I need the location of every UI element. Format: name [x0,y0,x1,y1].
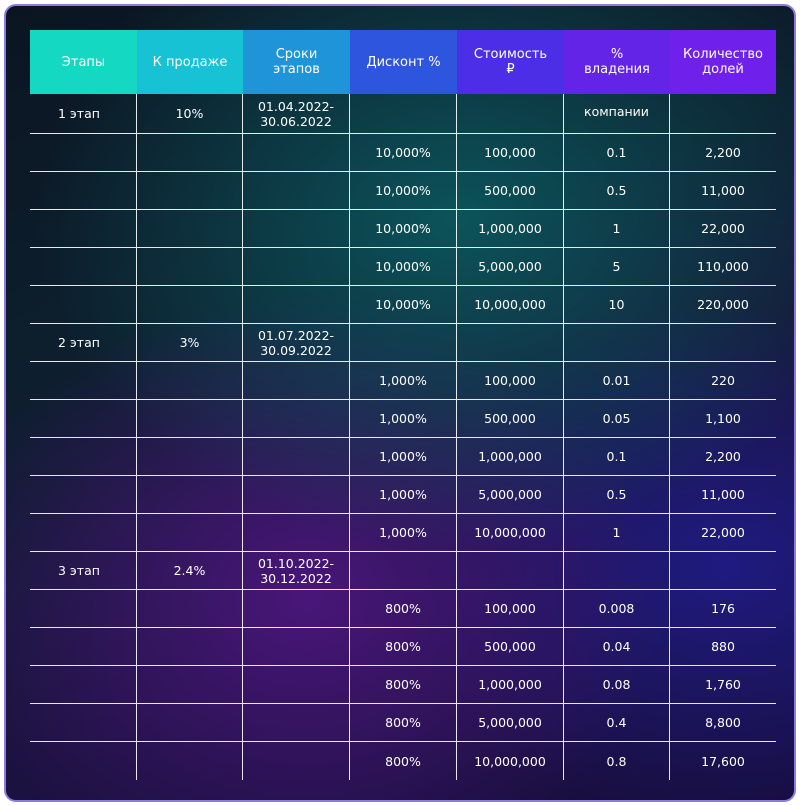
empty-cell [137,628,243,666]
empty-cell [243,476,350,514]
empty-cell [137,400,243,438]
ownership-cell: 0.4 [564,704,670,742]
discount-cell: 10,000% [350,210,457,248]
empty-cell [350,324,457,362]
empty-cell [243,704,350,742]
discount-cell: 800% [350,590,457,628]
cost-cell: 100,000 [457,134,564,172]
empty-cell [30,590,137,628]
shares-cell: 880 [670,628,776,666]
ownership-cell: 0.5 [564,172,670,210]
header-shares: Количество долей [670,30,776,94]
ownership-cell: 10 [564,286,670,324]
discount-cell: 1,000% [350,438,457,476]
empty-cell [243,362,350,400]
empty-cell [243,666,350,704]
cost-cell: 10,000,000 [457,514,564,552]
header-discount: Дисконт % [350,30,457,94]
ownership-note: компании [564,94,670,134]
ownership-cell: 0.04 [564,628,670,666]
stage-for-sale: 10% [137,94,243,134]
header-ownership: % владения [564,30,670,94]
stage-period: 01.07.2022- 30.09.2022 [243,324,350,362]
ownership-cell: 0.008 [564,590,670,628]
empty-cell [30,514,137,552]
empty-cell [137,438,243,476]
cost-cell: 100,000 [457,590,564,628]
cost-cell: 1,000,000 [457,210,564,248]
ownership-cell: 5 [564,248,670,286]
cost-cell: 1,000,000 [457,438,564,476]
empty-cell [137,286,243,324]
stage-name: 3 этап [30,552,137,590]
stages-table [30,30,776,780]
empty-cell [243,590,350,628]
discount-cell: 1,000% [350,362,457,400]
empty-cell [137,248,243,286]
shares-cell: 22,000 [670,514,776,552]
empty-cell [243,514,350,552]
empty-cell [137,172,243,210]
empty-cell [30,362,137,400]
cost-cell: 500,000 [457,400,564,438]
shares-cell: 17,600 [701,753,745,769]
shares-cell: 220,000 [670,286,776,324]
discount-cell: 1,000% [350,514,457,552]
empty-cell [30,248,137,286]
ownership-cell: 0.05 [564,400,670,438]
discount-cell: 10,000% [350,286,457,324]
header-cost: Стоимость ₽ [457,30,564,94]
shares-cell: 11,000 [670,476,776,514]
stage-for-sale: 2.4% [137,552,243,590]
ownership-cell: 0.08 [564,666,670,704]
shares-cell: 22,000 [670,210,776,248]
ownership-cell: 0.1 [564,438,670,476]
discount-cell: 10,000% [350,172,457,210]
cost-cell: 5,000,000 [457,248,564,286]
empty-cell [30,742,137,780]
shares-cell: 220 [670,362,776,400]
ownership-cell: 1 [564,514,670,552]
empty-cell [30,438,137,476]
empty-cell [30,286,137,324]
ownership-cell: 1 [564,210,670,248]
header-period: Сроки этапов [243,30,350,94]
shares-cell: 1,100 [670,400,776,438]
shares-cell: 176 [670,590,776,628]
cost-cell: 100,000 [457,362,564,400]
shares-cell: 110,000 [670,248,776,286]
empty-cell [137,514,243,552]
empty-cell [243,248,350,286]
ownership-cell: 0.5 [564,476,670,514]
empty-cell [243,134,350,172]
stage-for-sale: 3% [137,324,243,362]
cost-cell: 500,000 [457,628,564,666]
discount-cell: 1,000% [350,476,457,514]
ownership-note [564,552,670,590]
discount-cell: 800% [350,666,457,704]
shares-cell: 2,200 [670,438,776,476]
discount-cell: 800% [350,704,457,742]
discount-cell: 1,000% [350,400,457,438]
empty-cell [137,704,243,742]
stage-period: 01.04.2022- 30.06.2022 [243,94,350,134]
stage-name: 2 этап [30,324,137,362]
empty-cell [457,94,564,134]
shares-cell: 8,800 [670,704,776,742]
stage-name: 1 этап [30,94,137,134]
shares-cell: 1,760 [670,666,776,704]
header-for-sale: К продаже [137,30,243,94]
empty-cell [137,134,243,172]
ownership-cell: 0.8 [564,742,670,780]
empty-cell [137,362,243,400]
empty-cell [30,704,137,742]
empty-cell [243,400,350,438]
stage-period: 01.10.2022- 30.12.2022 [243,552,350,590]
empty-cell [30,666,137,704]
cost-cell: 10,000,000 [457,286,564,324]
empty-cell [243,742,350,780]
empty-cell [137,590,243,628]
empty-cell [137,666,243,704]
empty-cell [30,172,137,210]
empty-cell [137,742,243,780]
empty-cell [457,324,564,362]
empty-cell [137,476,243,514]
ownership-note [564,324,670,362]
cost-cell: 10,000,000 [457,742,564,780]
cost-cell: 5,000,000 [457,476,564,514]
ownership-cell: 0.01 [564,362,670,400]
cost-cell: 500,000 [457,172,564,210]
empty-cell [670,94,776,134]
empty-cell [350,94,457,134]
empty-cell [137,210,243,248]
table-card [4,4,796,802]
empty-cell [243,172,350,210]
empty-cell [30,134,137,172]
empty-cell [30,210,137,248]
discount-cell: 10,000% [350,134,457,172]
shares-cell: 11,000 [670,172,776,210]
discount-cell: 10,000% [350,248,457,286]
header-stages: Этапы [30,30,137,94]
discount-cell: 800% [350,742,457,780]
empty-cell [243,286,350,324]
empty-cell [457,552,564,590]
shares-cell: 2,200 [670,134,776,172]
discount-cell: 800% [350,628,457,666]
empty-cell [670,552,776,590]
empty-cell [243,210,350,248]
empty-cell [670,324,776,362]
empty-cell [30,400,137,438]
empty-cell [243,628,350,666]
empty-cell [30,476,137,514]
cost-cell: 1,000,000 [457,666,564,704]
empty-cell [30,628,137,666]
ownership-cell: 0.1 [564,134,670,172]
empty-cell [243,438,350,476]
empty-cell [350,552,457,590]
cost-cell: 5,000,000 [457,704,564,742]
